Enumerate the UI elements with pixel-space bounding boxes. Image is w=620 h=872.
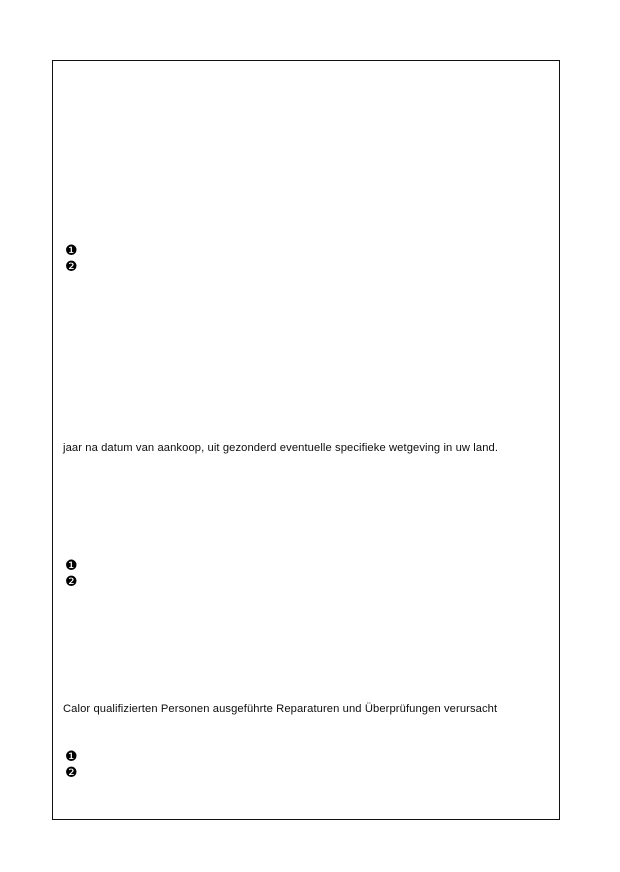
bullet-list-3 [65, 749, 78, 781]
list-item [65, 259, 78, 275]
paragraph-german-repairs: Calor qualifizierten Personen ausgeführte Reparaturen und Überprüfungen verursacht [63, 703, 498, 715]
bullet-list-1 [65, 243, 78, 275]
list-item [65, 765, 78, 781]
document-content [53, 61, 559, 819]
list-item [65, 749, 78, 765]
numbered-bullet-one-icon: ❶ [65, 749, 78, 765]
list-item [65, 574, 78, 590]
paragraph-dutch-warranty: jaar na datum van aankoop, uit gezonderd eventuelle specifieke wetgeving in uw land. [63, 442, 499, 454]
list-item [65, 558, 78, 574]
document-page [52, 60, 560, 820]
numbered-bullet-two-icon: ❷ [65, 765, 78, 781]
numbered-bullet-one-icon: ❶ [65, 243, 78, 259]
numbered-bullet-one-icon: ❶ [65, 558, 78, 574]
list-item [65, 243, 78, 259]
bullet-list-2 [65, 558, 78, 590]
numbered-bullet-two-icon: ❷ [65, 259, 78, 275]
numbered-bullet-two-icon: ❷ [65, 574, 78, 590]
